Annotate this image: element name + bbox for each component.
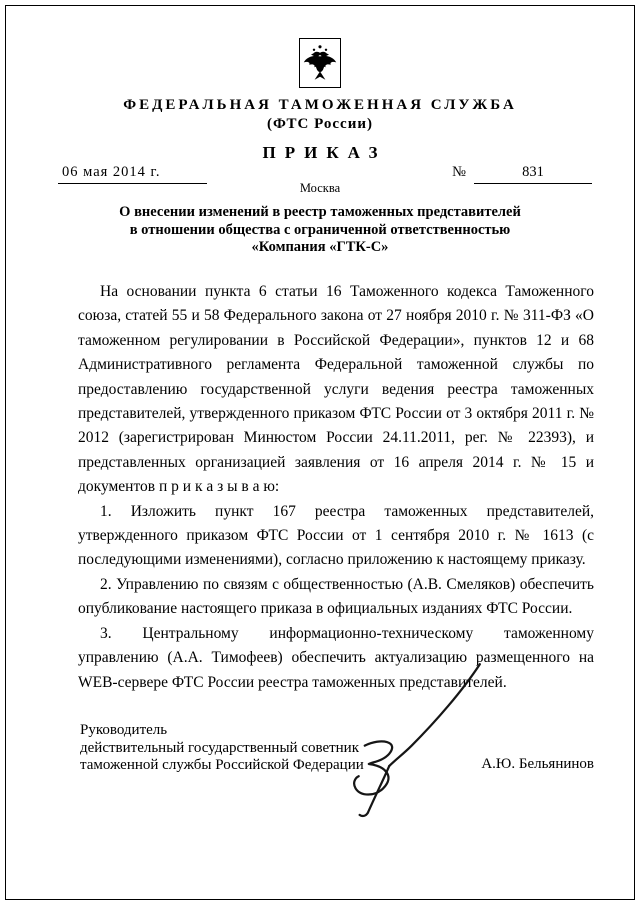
- post-line: таможенной службы Российской Федерации: [80, 757, 364, 773]
- org-name: ФЕДЕРАЛЬНАЯ ТАМОЖЕННАЯ СЛУЖБА: [123, 97, 517, 113]
- eagle-graphic: [302, 41, 338, 85]
- title-line: О внесении изменений в реестр таможенных представителей: [119, 204, 521, 220]
- title-line: в отношении общества с ограниченной ответственностью: [129, 221, 511, 238]
- body-paragraph: 1. Изложить пункт 167 реестра таможенных представителей, утвержденного приказом ФТС России от 1 сентября 2010 г. № 1613 (с последующими изменениями), согласно приложению к настоящему приказу.: [78, 502, 594, 569]
- city-label: Москва: [299, 181, 341, 195]
- double-headed-eagle-emblem-icon: [299, 38, 341, 88]
- post-line: действительный государственный советник: [80, 739, 360, 756]
- body-paragraph: На основании пункта 6 статьи 16 Таможенного кодекса Таможенного союза, статей 55 и 58 Федерального закона от 27 ноября 2010 г. № 311-ФЗ «О таможенном регулировании в Российской Федерации», пунктов 12 и 68 Административного регламента Федеральной таможенной службы по предоставлению государственной услуги ведения реестра таможенных представителей, утвержденного приказом ФТС России от 3 октября 2011 г. № 2012 (зарегистрирован Минюстом России 24.11.2011, рег. № 22393), и представленных организацией заявления от 16 апреля 2014 г. № 15 и документов п р и к а з ы в а ю:: [78, 283, 594, 496]
- document-date: 06 мая 2014 г.: [58, 164, 207, 184]
- document-body: [78, 280, 594, 695]
- title-line: «Компания «ГТК-С»: [251, 239, 389, 255]
- body-paragraph: 2. Управлению по связям с общественностью (А.В. Смеляков) обеспечить опубликование настоящего приказа в официальных изданиях ФТС России.: [78, 575, 594, 618]
- org-short-name: (ФТС России): [267, 116, 373, 132]
- document-number: 831: [474, 164, 592, 184]
- signatory-name: А.Ю. Бельянинов: [481, 756, 594, 772]
- post-line: Руководитель: [80, 722, 168, 738]
- number-sign: №: [452, 164, 466, 180]
- signatory-post: [80, 722, 364, 775]
- body-paragraph: 3. Центральному информационно-техническому таможенному управлению (А.А. Тимофеев) обеспечить актуализацию размещенного на WEB-сервере ФТС России реестра таможенных представителей.: [78, 624, 594, 691]
- document-type-heading: ПРИКАЗ: [262, 143, 387, 162]
- signature-block: [80, 722, 594, 775]
- document-title: [40, 204, 600, 257]
